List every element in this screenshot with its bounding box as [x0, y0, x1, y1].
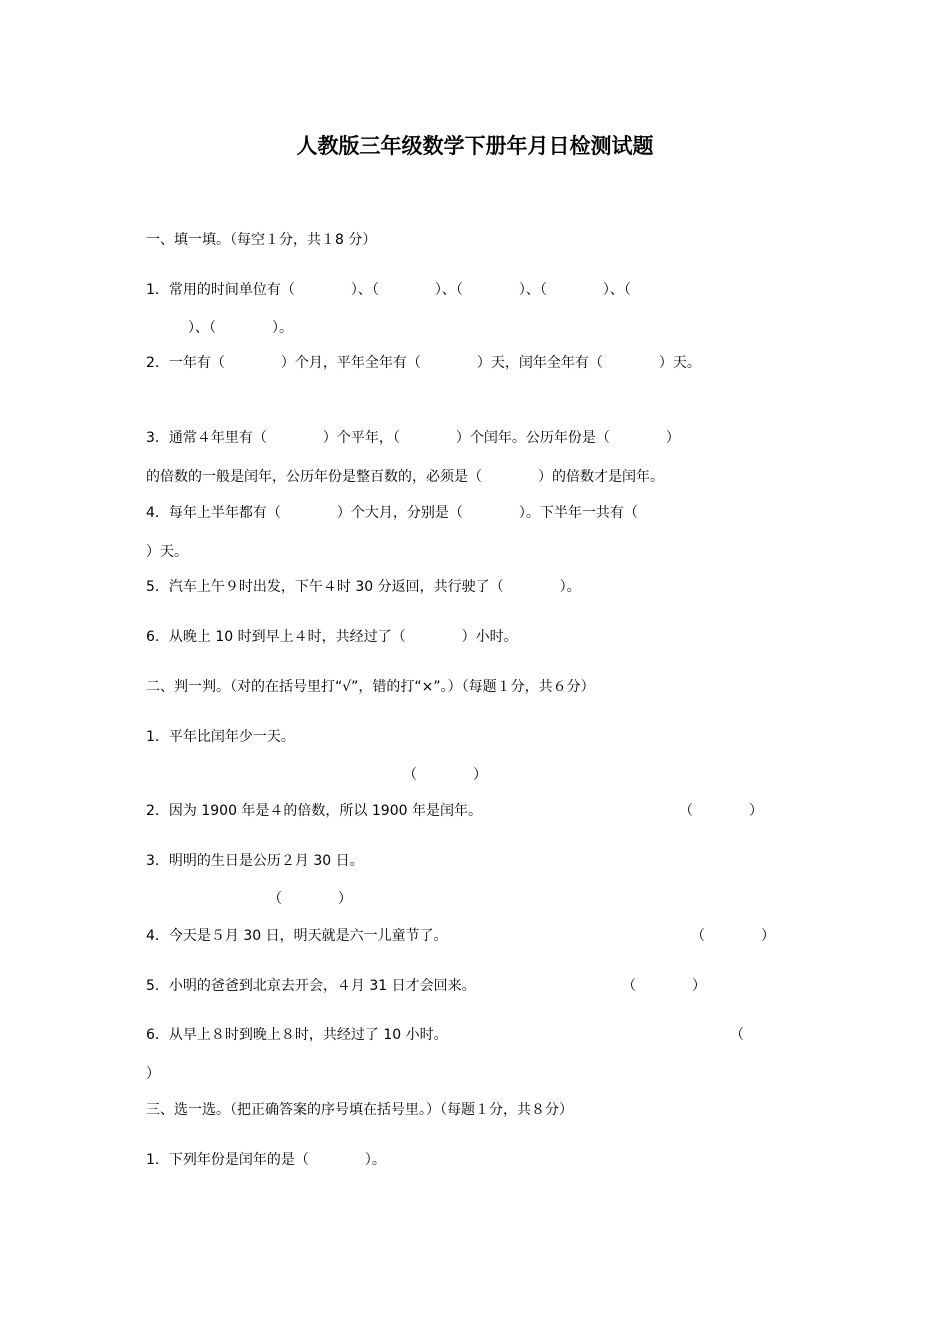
answer-blank-2-6-open: （	[730, 1027, 744, 1043]
question-3-1: 1．下列年份是闰年的是（ ）。	[146, 1152, 386, 1168]
question-1-6: 6．从晚上 10 时到早上４时，共经过了（ ）小时。	[146, 629, 518, 645]
answer-blank-2-6-close: ）	[146, 1066, 160, 1082]
answer-blank-2-3: （ ）	[268, 891, 352, 907]
question-1-4-cont: ）天。	[146, 544, 188, 560]
question-1-1-cont: ）、（ ）。	[146, 320, 293, 336]
answer-blank-2-4: （ ）	[691, 928, 775, 944]
question-2-6: 6．从早上８时到晚上８时，共经过了 10 小时。	[146, 1027, 448, 1043]
question-2-4: 4．今天是５月 30 日，明天就是六一儿童节了。	[146, 928, 448, 944]
answer-blank-2-2: （ ）	[679, 803, 763, 819]
answer-blank-2-5: （ ）	[622, 978, 706, 994]
question-1-3-cont: 的倍数的一般是闰年，公历年份是整百数的，必须是（ ）的倍数才是闰年。	[146, 469, 664, 485]
question-2-2: 2．因为 1900 年是４的倍数，所以 1900 年是闰年。	[146, 803, 482, 819]
question-1-3: 3．通常４年里有（ ）个平年，（ ）个闰年。公历年份是（ ）	[146, 430, 680, 446]
page-title: 人教版三年级数学下册年月日检测试题	[296, 133, 654, 158]
section-3-heading: 三、选一选。（把正确答案的序号填在括号里。）（每题１分，共８分）	[146, 1102, 573, 1118]
question-1-5: 5．汽车上午９时出发，下午４时 30 分返回，共行驶了（ ）。	[146, 579, 581, 595]
question-1-1: 1．常用的时间单位有（ ）、（ ）、（ ）、（ ）、（	[146, 282, 631, 298]
question-1-2: 2．一年有（ ）个月，平年全年有（ ）天，闰年全年有（ ）天。	[146, 355, 701, 371]
question-2-5: 5．小明的爸爸到北京去开会，４月 31 日才会回来。	[146, 978, 476, 994]
section-2-heading: 二、判一判。（对的在括号里打“√”，错的打“×”。）（每题１分，共６分）	[146, 679, 595, 695]
section-1-heading: 一、填一填。（每空１分，共１8 分）	[146, 232, 377, 248]
answer-blank-2-1: （ ）	[403, 767, 487, 783]
question-1-4: 4．每年上半年都有（ ）个大月，分别是（ ）。下半年一共有（	[146, 505, 638, 521]
question-2-1: 1．平年比闰年少一天。	[146, 729, 295, 745]
question-2-3: 3．明明的生日是公历２月 30 日。	[146, 853, 364, 869]
